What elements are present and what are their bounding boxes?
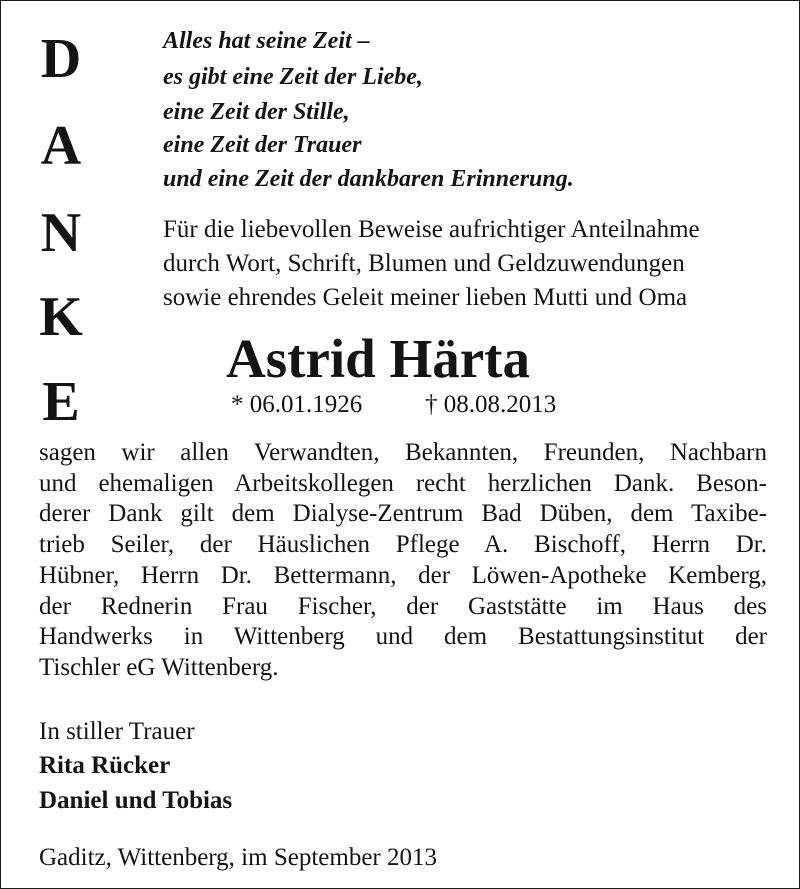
paragraph-line: derer Dank gilt dem Dialyse-Zentrum Bad Düben, dem Taxibe- (39, 500, 767, 528)
signature-intro: In stiller Trauer (39, 718, 195, 745)
quote-line: es gibt eine Zeit der Liebe, (163, 64, 423, 90)
birth-date: * 06.01.1926 (231, 391, 363, 418)
danke-letter-n: N (40, 202, 82, 264)
thanks-paragraph (39, 438, 767, 684)
paragraph-line: und ehemaligen Arbeitskollegen recht herzlichen Dank. Beson- (39, 469, 767, 497)
intro-line: durch Wort, Schrift, Blumen und Geldzuwendungen (163, 250, 685, 277)
death-date: † 08.08.2013 (425, 391, 557, 418)
danke-letter-d: D (40, 28, 82, 90)
danke-letter-e: E (42, 371, 80, 433)
quote-line: und eine Zeit der dankbaren Erinnerung. (163, 166, 574, 192)
place-date: Gaditz, Wittenberg, im September 2013 (39, 844, 437, 871)
quote-line: eine Zeit der Trauer (163, 132, 362, 158)
paragraph-line: sagen wir allen Verwandten, Bekannten, Freunden, Nachbarn (39, 439, 767, 466)
quote-line: eine Zeit der Stille, (163, 99, 350, 125)
paragraph-line: Handwerks in Wittenberg und dem Bestattungsinstitut der (39, 623, 767, 651)
danke-letter-a: A (40, 115, 82, 177)
deceased-name: Astrid Härta (226, 328, 530, 389)
quote-line: Alles hat seine Zeit – (163, 28, 370, 54)
signature-name: Daniel und Tobias (39, 787, 233, 814)
paragraph-line: Hübner, Herrn Dr. Bettermann, der Löwen-Apotheke Kemberg, (39, 561, 767, 589)
paragraph-line: der Rednerin Frau Fischer, der Gaststätte im Haus des (39, 592, 767, 620)
intro-line: Für die liebevollen Beweise aufrichtiger Anteilnahme (163, 216, 700, 243)
danke-letter-k: K (39, 286, 83, 348)
intro-line: sowie ehrendes Geleit meiner lieben Mutti und Oma (163, 284, 688, 311)
signature-name: Rita Rücker (39, 752, 171, 779)
paragraph-line: Tischler eG Wittenberg. (39, 653, 279, 681)
paragraph-line: trieb Seiler, der Häuslichen Pflege A. Bischoff, Herrn Dr. (39, 531, 767, 559)
